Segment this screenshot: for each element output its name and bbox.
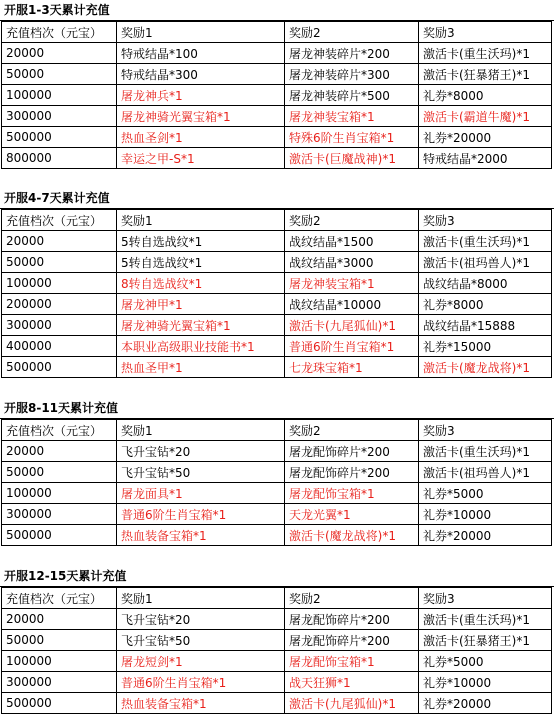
- header-reward-2: 奖励2: [285, 420, 419, 441]
- header-tier: 充值档次（元宝）: [2, 210, 117, 231]
- reward-cell: 礼券*20000: [419, 127, 552, 148]
- tier-cell: 300000: [2, 672, 117, 693]
- tier-cell: 300000: [2, 315, 117, 336]
- reward-cell: 屠龙神装碎片*200: [285, 43, 419, 64]
- header-row: [2, 420, 552, 441]
- header-row: [2, 22, 552, 43]
- reward-cell: 幸运之甲-S*1: [117, 148, 285, 169]
- table-row: [2, 148, 552, 169]
- header-reward-1: 奖励1: [117, 420, 285, 441]
- header-reward-2: 奖励2: [285, 210, 419, 231]
- reward-cell: 激活卡(魔龙战将)*1: [285, 525, 419, 546]
- tier-cell: 800000: [2, 148, 117, 169]
- reward-cell: 5转自选战纹*1: [117, 231, 285, 252]
- reward-cell: 屠龙面具*1: [117, 483, 285, 504]
- section-title: 开服8-11天累计充值: [0, 398, 554, 419]
- tier-cell: 400000: [2, 336, 117, 357]
- reward-cell: 热血圣剑*1: [117, 127, 285, 148]
- table-row: [2, 231, 552, 252]
- table-row: [2, 315, 552, 336]
- table-row: [2, 64, 552, 85]
- tier-cell: 500000: [2, 357, 117, 378]
- table-row: [2, 294, 552, 315]
- reward-cell: 礼券*20000: [419, 525, 552, 546]
- table-row: [2, 106, 552, 127]
- table-row: [2, 85, 552, 106]
- section-title: 开服12-15天累计充值: [0, 566, 554, 587]
- reward-cell: 激活卡(祖玛兽人)*1: [419, 462, 552, 483]
- header-reward-2: 奖励2: [285, 588, 419, 609]
- reward-table: [1, 587, 552, 714]
- tier-cell: 20000: [2, 609, 117, 630]
- reward-cell: 激活卡(霸道牛魔)*1: [419, 106, 552, 127]
- reward-cell: 屠龙配饰碎片*200: [285, 441, 419, 462]
- reward-cell: 特戒结晶*2000: [419, 148, 552, 169]
- reward-cell: 8转自选战纹*1: [117, 273, 285, 294]
- reward-cell: 激活卡(魔龙战将)*1: [419, 357, 552, 378]
- tier-cell: 300000: [2, 504, 117, 525]
- header-reward-3: 奖励3: [419, 420, 552, 441]
- reward-cell: 特戒结晶*100: [117, 43, 285, 64]
- header-reward-1: 奖励1: [117, 588, 285, 609]
- reward-cell: 飞升宝钻*20: [117, 609, 285, 630]
- reward-cell: 特殊6阶生肖宝箱*1: [285, 127, 419, 148]
- reward-cell: 激活卡(祖玛兽人)*1: [419, 252, 552, 273]
- header-reward-1: 奖励1: [117, 22, 285, 43]
- reward-cell: 屠龙配饰宝箱*1: [285, 651, 419, 672]
- reward-cell: 特戒结晶*300: [117, 64, 285, 85]
- reward-cell: 激活卡(九尾狐仙)*1: [285, 315, 419, 336]
- header-reward-3: 奖励3: [419, 588, 552, 609]
- tier-cell: 50000: [2, 64, 117, 85]
- tier-cell: 500000: [2, 127, 117, 148]
- tier-cell: 20000: [2, 231, 117, 252]
- section-title: 开服1-3天累计充值: [0, 0, 554, 21]
- reward-cell: 屠龙配饰碎片*200: [285, 630, 419, 651]
- reward-cell: 激活卡(九尾狐仙)*1: [285, 693, 419, 714]
- reward-cell: 屠龙配饰碎片*200: [285, 609, 419, 630]
- reward-cell: 热血装备宝箱*1: [117, 693, 285, 714]
- reward-cell: 礼券*8000: [419, 294, 552, 315]
- tier-cell: 50000: [2, 630, 117, 651]
- header-reward-2: 奖励2: [285, 22, 419, 43]
- reward-cell: 礼券*10000: [419, 504, 552, 525]
- reward-cell: 礼券*5000: [419, 483, 552, 504]
- reward-cell: 战纹结晶*3000: [285, 252, 419, 273]
- reward-cell: 屠龙神甲*1: [117, 294, 285, 315]
- header-tier: 充值档次（元宝）: [2, 588, 117, 609]
- reward-cell: 礼券*20000: [419, 693, 552, 714]
- tier-cell: 50000: [2, 462, 117, 483]
- reward-cell: 屠龙神兵*1: [117, 85, 285, 106]
- reward-cell: 普通6阶生肖宝箱*1: [117, 504, 285, 525]
- table-row: [2, 693, 552, 714]
- section-day12-15: [0, 566, 554, 714]
- reward-cell: 七龙珠宝箱*1: [285, 357, 419, 378]
- reward-cell: 礼券*15000: [419, 336, 552, 357]
- reward-cell: 本职业高级职业技能书*1: [117, 336, 285, 357]
- reward-cell: 激活卡(重生沃玛)*1: [419, 43, 552, 64]
- header-row: [2, 588, 552, 609]
- reward-cell: 屠龙神装碎片*500: [285, 85, 419, 106]
- tier-cell: 100000: [2, 273, 117, 294]
- reward-cell: 激活卡(狂暴猪王)*1: [419, 630, 552, 651]
- reward-cell: 屠龙配饰宝箱*1: [285, 483, 419, 504]
- header-reward-1: 奖励1: [117, 210, 285, 231]
- reward-cell: 战纹结晶*1500: [285, 231, 419, 252]
- reward-cell: 飞升宝钻*50: [117, 630, 285, 651]
- tier-cell: 20000: [2, 43, 117, 64]
- header-tier: 充值档次（元宝）: [2, 420, 117, 441]
- reward-cell: 战纹结晶*8000: [419, 273, 552, 294]
- reward-cell: 屠龙神装宝箱*1: [285, 106, 419, 127]
- reward-cell: 礼券*5000: [419, 651, 552, 672]
- reward-cell: 飞升宝钻*50: [117, 462, 285, 483]
- table-row: [2, 630, 552, 651]
- reward-table: [1, 419, 552, 546]
- reward-cell: 屠龙神骑光翼宝箱*1: [117, 315, 285, 336]
- reward-cell: 屠龙神装碎片*300: [285, 64, 419, 85]
- reward-cell: 飞升宝钻*20: [117, 441, 285, 462]
- reward-cell: 激活卡(狂暴猪王)*1: [419, 64, 552, 85]
- reward-cell: 普通6阶生肖宝箱*1: [117, 672, 285, 693]
- tier-cell: 500000: [2, 693, 117, 714]
- tier-cell: 20000: [2, 441, 117, 462]
- reward-cell: 战天狂狮*1: [285, 672, 419, 693]
- reward-cell: 天龙光翼*1: [285, 504, 419, 525]
- reward-cell: 热血圣甲*1: [117, 357, 285, 378]
- table-row: [2, 462, 552, 483]
- table-row: [2, 43, 552, 64]
- tier-cell: 100000: [2, 85, 117, 106]
- reward-cell: 热血装备宝箱*1: [117, 525, 285, 546]
- table-row: [2, 504, 552, 525]
- reward-cell: 战纹结晶*10000: [285, 294, 419, 315]
- reward-cell: 屠龙神骑光翼宝箱*1: [117, 106, 285, 127]
- section-day1-3: [0, 0, 554, 169]
- reward-cell: 战纹结晶*15888: [419, 315, 552, 336]
- table-row: [2, 127, 552, 148]
- reward-cell: 激活卡(巨魔战神)*1: [285, 148, 419, 169]
- reward-cell: 屠龙短剑*1: [117, 651, 285, 672]
- reward-cell: 激活卡(重生沃玛)*1: [419, 231, 552, 252]
- section-day8-11: [0, 398, 554, 546]
- tier-cell: 100000: [2, 651, 117, 672]
- reward-cell: 屠龙神装宝箱*1: [285, 273, 419, 294]
- tier-cell: 100000: [2, 483, 117, 504]
- table-row: [2, 609, 552, 630]
- section-day4-7: [0, 188, 554, 378]
- reward-cell: 普通6阶生肖宝箱*1: [285, 336, 419, 357]
- reward-cell: 屠龙配饰碎片*200: [285, 462, 419, 483]
- table-row: [2, 252, 552, 273]
- tier-cell: 200000: [2, 294, 117, 315]
- table-row: [2, 672, 552, 693]
- tier-cell: 300000: [2, 106, 117, 127]
- table-row: [2, 483, 552, 504]
- table-row: [2, 651, 552, 672]
- header-tier: 充值档次（元宝）: [2, 22, 117, 43]
- reward-cell: 礼券*10000: [419, 672, 552, 693]
- table-row: [2, 357, 552, 378]
- reward-table: [1, 209, 552, 378]
- reward-cell: 礼券*8000: [419, 85, 552, 106]
- tier-cell: 500000: [2, 525, 117, 546]
- header-row: [2, 210, 552, 231]
- section-title: 开服4-7天累计充值: [0, 188, 554, 209]
- table-row: [2, 273, 552, 294]
- header-reward-3: 奖励3: [419, 22, 552, 43]
- reward-table: [1, 21, 552, 169]
- reward-cell: 5转自选战纹*1: [117, 252, 285, 273]
- reward-cell: 激活卡(重生沃玛)*1: [419, 441, 552, 462]
- reward-cell: 激活卡(重生沃玛)*1: [419, 609, 552, 630]
- table-row: [2, 336, 552, 357]
- tier-cell: 50000: [2, 252, 117, 273]
- table-row: [2, 441, 552, 462]
- header-reward-3: 奖励3: [419, 210, 552, 231]
- table-row: [2, 525, 552, 546]
